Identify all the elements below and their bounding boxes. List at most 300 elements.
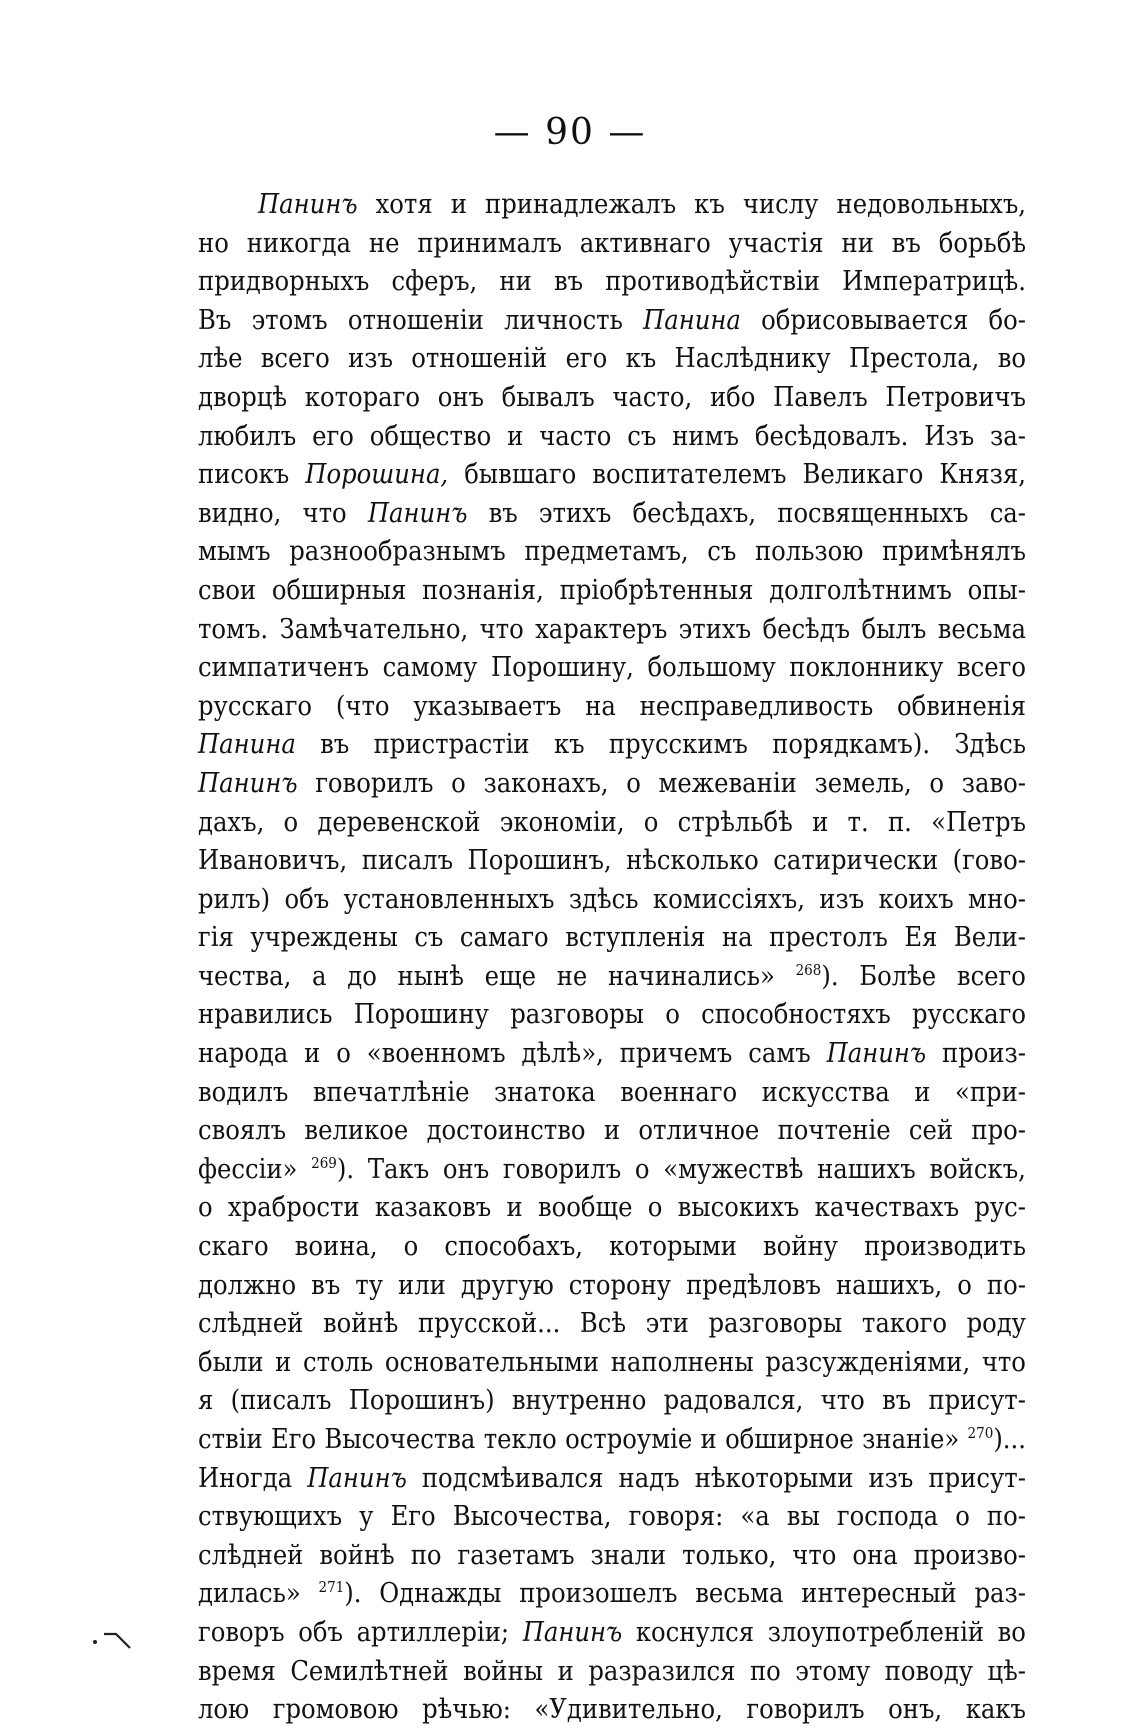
text-line [198, 652, 1026, 691]
footnote-ref: 269 [311, 1153, 337, 1172]
word: Высочества [324, 1424, 476, 1455]
text-line [198, 1385, 1026, 1424]
word: надъ [618, 1462, 680, 1494]
word: на [585, 690, 616, 722]
word: Порошину [353, 999, 489, 1031]
word: $^{271}$). [318, 1578, 362, 1610]
word: Изъ [924, 420, 975, 452]
word: великое [304, 1115, 409, 1147]
word: $^{268}$). [795, 960, 839, 992]
word: о [957, 1269, 972, 1301]
word: Наслѣднику [674, 343, 831, 375]
word: я [198, 1385, 214, 1417]
word: характеръ [535, 613, 668, 645]
word: (писалъ [230, 1385, 332, 1417]
word: рус- [974, 1192, 1026, 1224]
word: порядкамъ). [772, 729, 931, 761]
word: Его [270, 1424, 317, 1455]
word: способностяхъ [701, 999, 891, 1031]
word: «Удивительно, [534, 1694, 723, 1726]
word: Великаго [802, 459, 924, 491]
word: весьма [695, 1578, 784, 1610]
word: войнѣ [323, 1308, 399, 1340]
word: «мужествѣ [663, 1153, 804, 1185]
text-line [198, 1578, 1026, 1617]
page-number: — 90 — [493, 112, 647, 153]
word: газетамъ [457, 1539, 575, 1571]
footnote-ref: 268 [795, 960, 822, 979]
text-line [198, 382, 1026, 421]
word: Такъ [367, 1153, 430, 1185]
footnote-ref: 271 [318, 1578, 345, 1597]
word: Однажды [379, 1578, 502, 1610]
text-line [198, 266, 1026, 305]
text-line [198, 691, 1026, 730]
word: опы- [967, 574, 1026, 606]
word: въ [488, 497, 518, 529]
word: самому [382, 652, 478, 684]
word: видно, [198, 497, 282, 529]
word: ствіи [198, 1424, 263, 1455]
word: эти [645, 1308, 689, 1340]
word: не [556, 960, 588, 992]
text-line [198, 999, 1026, 1038]
word: нѣкоторыми [694, 1462, 854, 1494]
word: знали [590, 1539, 667, 1571]
word: войскъ, [929, 1153, 1026, 1185]
word: къ [694, 189, 725, 220]
word: высокихъ [677, 1192, 800, 1224]
word: храбрости [227, 1192, 360, 1224]
word: здѣсь [568, 883, 639, 915]
word: и [914, 1076, 931, 1108]
word: симпатиченъ [198, 652, 370, 684]
word: бесѣдахъ, [632, 497, 757, 529]
word: заво- [961, 767, 1026, 799]
word: о [403, 1231, 419, 1263]
word: принадлежалъ [485, 189, 677, 220]
word: деревенской [317, 806, 481, 838]
word: господа [836, 1501, 939, 1533]
word: о [665, 999, 680, 1031]
word: о [647, 1192, 663, 1224]
word: о [283, 806, 299, 838]
word: Панинъ [522, 1616, 623, 1648]
word: этихъ [538, 497, 612, 529]
word: были [198, 1346, 264, 1378]
word: въ [311, 1269, 341, 1301]
word: достоинство [426, 1115, 586, 1147]
word: Замѣчательно, [279, 613, 469, 645]
word: что [820, 1385, 865, 1417]
text-line [198, 1231, 1026, 1270]
word: качествахъ [814, 1192, 960, 1224]
word: присут- [928, 1385, 1026, 1417]
word: (гово- [952, 845, 1026, 877]
word: обширныя [271, 574, 407, 606]
word: разсужденіями, [765, 1346, 971, 1378]
text-line [198, 343, 1026, 382]
word: разговоры [510, 999, 645, 1031]
word: прусскимъ [608, 729, 748, 761]
word: сторону [568, 1269, 672, 1301]
word: Его [390, 1501, 436, 1533]
word: время [198, 1655, 276, 1687]
word: что [302, 497, 347, 529]
word: причемъ [619, 1038, 733, 1070]
word: должно [198, 1269, 297, 1301]
word: са- [989, 497, 1026, 529]
word: Панинъ [307, 1462, 407, 1494]
word: по [749, 1655, 781, 1687]
word: вступленія [565, 922, 706, 954]
text-line [198, 1115, 1026, 1154]
word: всего [956, 960, 1026, 992]
word: Высочества, [452, 1501, 612, 1533]
text-line [198, 1270, 1026, 1309]
word: Здѣсь [954, 729, 1026, 761]
text-line [198, 922, 1026, 961]
word: о [634, 1153, 650, 1185]
word: установленныхъ [343, 883, 555, 915]
word: Въ [198, 304, 232, 336]
word: съ [627, 420, 657, 452]
word: за- [990, 420, 1026, 452]
word: стрѣльбѣ [677, 806, 793, 838]
word: войну [763, 1231, 838, 1263]
word: и [506, 1192, 523, 1224]
word: о [643, 806, 659, 838]
word: Порошину, [490, 652, 634, 684]
word: участія [728, 227, 824, 259]
word: и [603, 1115, 621, 1147]
word: войнѣ [319, 1539, 395, 1571]
word: Павелъ [773, 381, 868, 413]
word: радовался, [663, 1385, 804, 1417]
word: активнаго [579, 227, 711, 259]
word: часто [539, 420, 612, 452]
word: дилась» [198, 1578, 301, 1610]
word: большому [647, 652, 776, 684]
word: военнаго [620, 1076, 738, 1108]
word: объ [298, 1616, 343, 1648]
word: почтеніе [777, 1115, 891, 1147]
word: межеваніи [658, 767, 797, 799]
text-line [198, 807, 1026, 846]
word: бесѣдъ [762, 613, 851, 645]
word: и [507, 420, 524, 452]
text-line [198, 1308, 1026, 1347]
word: казаковъ [374, 1192, 492, 1224]
word: скаго [198, 1231, 269, 1263]
word: коснулся [635, 1616, 755, 1648]
word: въ [891, 227, 921, 259]
word: остроуміе [565, 1424, 693, 1455]
word: онъ [437, 381, 484, 413]
word: воспитателемъ [592, 459, 787, 491]
word: что [479, 613, 524, 645]
word: такого [861, 1308, 947, 1340]
word: всего [260, 343, 330, 375]
word: рилъ) [198, 883, 271, 915]
word: лѣе [198, 343, 243, 375]
text-line [198, 189, 1026, 228]
word: п. [887, 806, 912, 838]
word: дворцѣ [198, 381, 288, 413]
word: во [997, 343, 1026, 375]
word: придворныхъ [198, 266, 370, 298]
word: бо- [988, 304, 1026, 336]
word: Вели- [953, 922, 1026, 954]
word: ни [841, 227, 874, 259]
word: «военномъ [366, 1038, 506, 1070]
text-line [198, 1501, 1026, 1540]
word: подсмѣивался [421, 1462, 604, 1494]
word: (что [335, 690, 390, 722]
word: ствующихъ [198, 1501, 343, 1533]
footnote-ref: 270 [967, 1424, 994, 1442]
word: Ивановичъ, [198, 845, 348, 877]
word: въ [553, 266, 584, 298]
word: личность [504, 304, 623, 336]
word: въ [320, 729, 350, 761]
word: любилъ [198, 420, 297, 452]
text-line [198, 1347, 1026, 1386]
word: Панина [643, 304, 741, 336]
word: дахъ, [198, 806, 265, 838]
word: Панина [198, 729, 296, 761]
word: нимъ [672, 420, 739, 452]
text-line [198, 1424, 1026, 1463]
word: что [792, 1539, 837, 1571]
text-line [198, 1540, 1026, 1579]
word: престолъ [769, 922, 888, 954]
word: пользою [754, 536, 864, 568]
word: войны [463, 1655, 544, 1687]
word: «а [740, 1501, 770, 1533]
word: изъ [868, 1462, 914, 1494]
word: нашихъ, [835, 1269, 943, 1301]
word: поклоннику [789, 652, 944, 684]
word: на [721, 922, 753, 954]
word: фессіи» [198, 1153, 298, 1185]
word: которыми [609, 1231, 737, 1263]
text-line [198, 845, 1026, 884]
word: бесѣдовалъ. [754, 420, 909, 452]
word: лою [198, 1694, 250, 1726]
text-line [198, 1463, 1026, 1502]
word: рѣчью: [422, 1694, 511, 1726]
word: Панинъ [826, 1038, 927, 1070]
word: самаго [459, 922, 549, 954]
word: способахъ, [444, 1231, 583, 1263]
text-line [198, 1038, 1026, 1077]
word: законахъ, [483, 767, 609, 799]
word: свои [198, 574, 257, 606]
word: пристрастіи [373, 729, 530, 761]
word: цѣ- [987, 1655, 1026, 1687]
word: «при- [954, 1076, 1026, 1108]
word: говорилъ [315, 767, 434, 799]
word: бывалъ [501, 381, 595, 413]
text-line [198, 1154, 1026, 1193]
word: воина, [294, 1231, 378, 1263]
word: нѣсколько [626, 845, 759, 877]
text-line [198, 575, 1026, 614]
word: учреждены [250, 922, 398, 954]
word: съ [707, 536, 737, 568]
word: нашихъ [817, 1153, 916, 1185]
word: экономіи, [499, 806, 625, 838]
word: познанія, [422, 574, 544, 606]
word: Болѣе [859, 960, 937, 992]
word: другую [460, 1269, 554, 1301]
word: нравились [198, 999, 333, 1031]
word: объ [284, 883, 330, 915]
word: во [997, 1616, 1026, 1648]
word: только, [682, 1539, 777, 1571]
word: говорилъ [502, 1153, 622, 1185]
word: раз- [974, 1578, 1026, 1610]
text-line [198, 1656, 1026, 1695]
word: сатирически [773, 845, 939, 877]
word: писокъ [198, 459, 290, 491]
word: разговоры [708, 1308, 843, 1340]
word: хотя [375, 189, 433, 220]
word: и [700, 1424, 717, 1455]
word: она [852, 1539, 898, 1571]
word: о [336, 1038, 351, 1070]
word: общество [369, 420, 492, 452]
word: слѣдней [198, 1539, 304, 1571]
word: противодѣйствіи [605, 266, 820, 298]
word: нынѣ [397, 960, 464, 992]
word: числу [742, 189, 819, 220]
word: примѣнялъ [882, 536, 1026, 568]
word: долголѣтнимъ [769, 574, 952, 606]
word: мно- [968, 883, 1026, 915]
word: къ [553, 729, 585, 761]
word: изъ [819, 883, 865, 915]
word: этомъ [251, 304, 328, 336]
word: разнообразнымъ [289, 536, 506, 568]
word: о [955, 1501, 970, 1533]
word: отличное [638, 1115, 760, 1147]
word: гія [198, 922, 234, 954]
word: отношеніи [347, 304, 484, 336]
word: въ [882, 1385, 912, 1417]
word: этихъ [678, 613, 752, 645]
word: мымъ [198, 536, 271, 568]
word: коихъ [878, 883, 954, 915]
word: и [812, 806, 829, 838]
word: Порошина, [305, 459, 449, 491]
word: и [450, 189, 467, 220]
word: начинались» [607, 960, 775, 992]
word: поводу [884, 1655, 973, 1687]
word: столь [302, 1346, 374, 1378]
word: какъ [965, 1694, 1026, 1726]
word: присут- [928, 1462, 1026, 1494]
word: котораго [304, 381, 420, 413]
word: Панинъ [198, 767, 298, 799]
word: «Петръ [931, 806, 1026, 838]
word: былъ [861, 613, 927, 645]
text-line [198, 614, 1026, 653]
word: что [981, 1346, 1026, 1378]
word: $^{269}$). [311, 1153, 355, 1185]
word: $^{270}$)... [967, 1424, 1026, 1455]
word: Иногда [198, 1462, 293, 1494]
word: Петровичъ [885, 381, 1026, 413]
word: по [410, 1539, 442, 1571]
word: всего [956, 652, 1026, 684]
text-line [198, 459, 1026, 498]
word: самъ [748, 1038, 811, 1070]
word: чества, [198, 960, 292, 992]
text-line [198, 729, 1026, 768]
word: но [198, 227, 229, 259]
text-line [198, 1694, 1026, 1733]
word: онъ [442, 1153, 490, 1185]
word: съ [414, 922, 444, 954]
word: впечатлѣніе [312, 1076, 470, 1108]
word: о [451, 767, 466, 799]
word: народа [198, 1038, 289, 1070]
word: пріобрѣтенныя [559, 574, 754, 606]
word: произ- [942, 1038, 1026, 1070]
word: бывшаго [464, 459, 577, 491]
word: предѣловъ [686, 1269, 821, 1301]
word: борьбѣ [938, 227, 1026, 259]
text-line [198, 305, 1026, 344]
word: о [198, 1192, 213, 1224]
word: русскаго [911, 999, 1026, 1031]
word: еще [484, 960, 536, 992]
text-line [198, 421, 1026, 460]
word: Князя, [939, 459, 1026, 491]
word: писалъ [361, 845, 454, 877]
text-line [198, 768, 1026, 807]
text-line [198, 228, 1026, 267]
word: вы [786, 1501, 820, 1533]
body-text [198, 189, 1026, 1733]
word: водилъ [198, 1076, 289, 1108]
word: онъ, [888, 1694, 943, 1726]
word: земель, [814, 767, 912, 799]
word: произво- [913, 1539, 1026, 1571]
word: предметамъ, [524, 536, 689, 568]
word: говорилъ [746, 1694, 865, 1726]
word: Ея [904, 922, 938, 954]
word: къ [625, 343, 657, 375]
word: слѣдней [198, 1308, 304, 1340]
word: интересный [801, 1578, 957, 1610]
word: или [398, 1269, 446, 1301]
word: никогда [246, 227, 352, 259]
word: сей [908, 1115, 954, 1147]
word: посвященныхъ [777, 497, 969, 529]
word: отношеній [411, 343, 548, 375]
word: его [312, 420, 354, 452]
word: артиллеріи; [356, 1616, 510, 1648]
word: своялъ [198, 1115, 287, 1147]
word: обвиненія [897, 690, 1026, 722]
text-line [198, 961, 1026, 1000]
word: Всѣ [579, 1308, 627, 1340]
word: о [626, 767, 641, 799]
word: весьма [937, 613, 1026, 645]
